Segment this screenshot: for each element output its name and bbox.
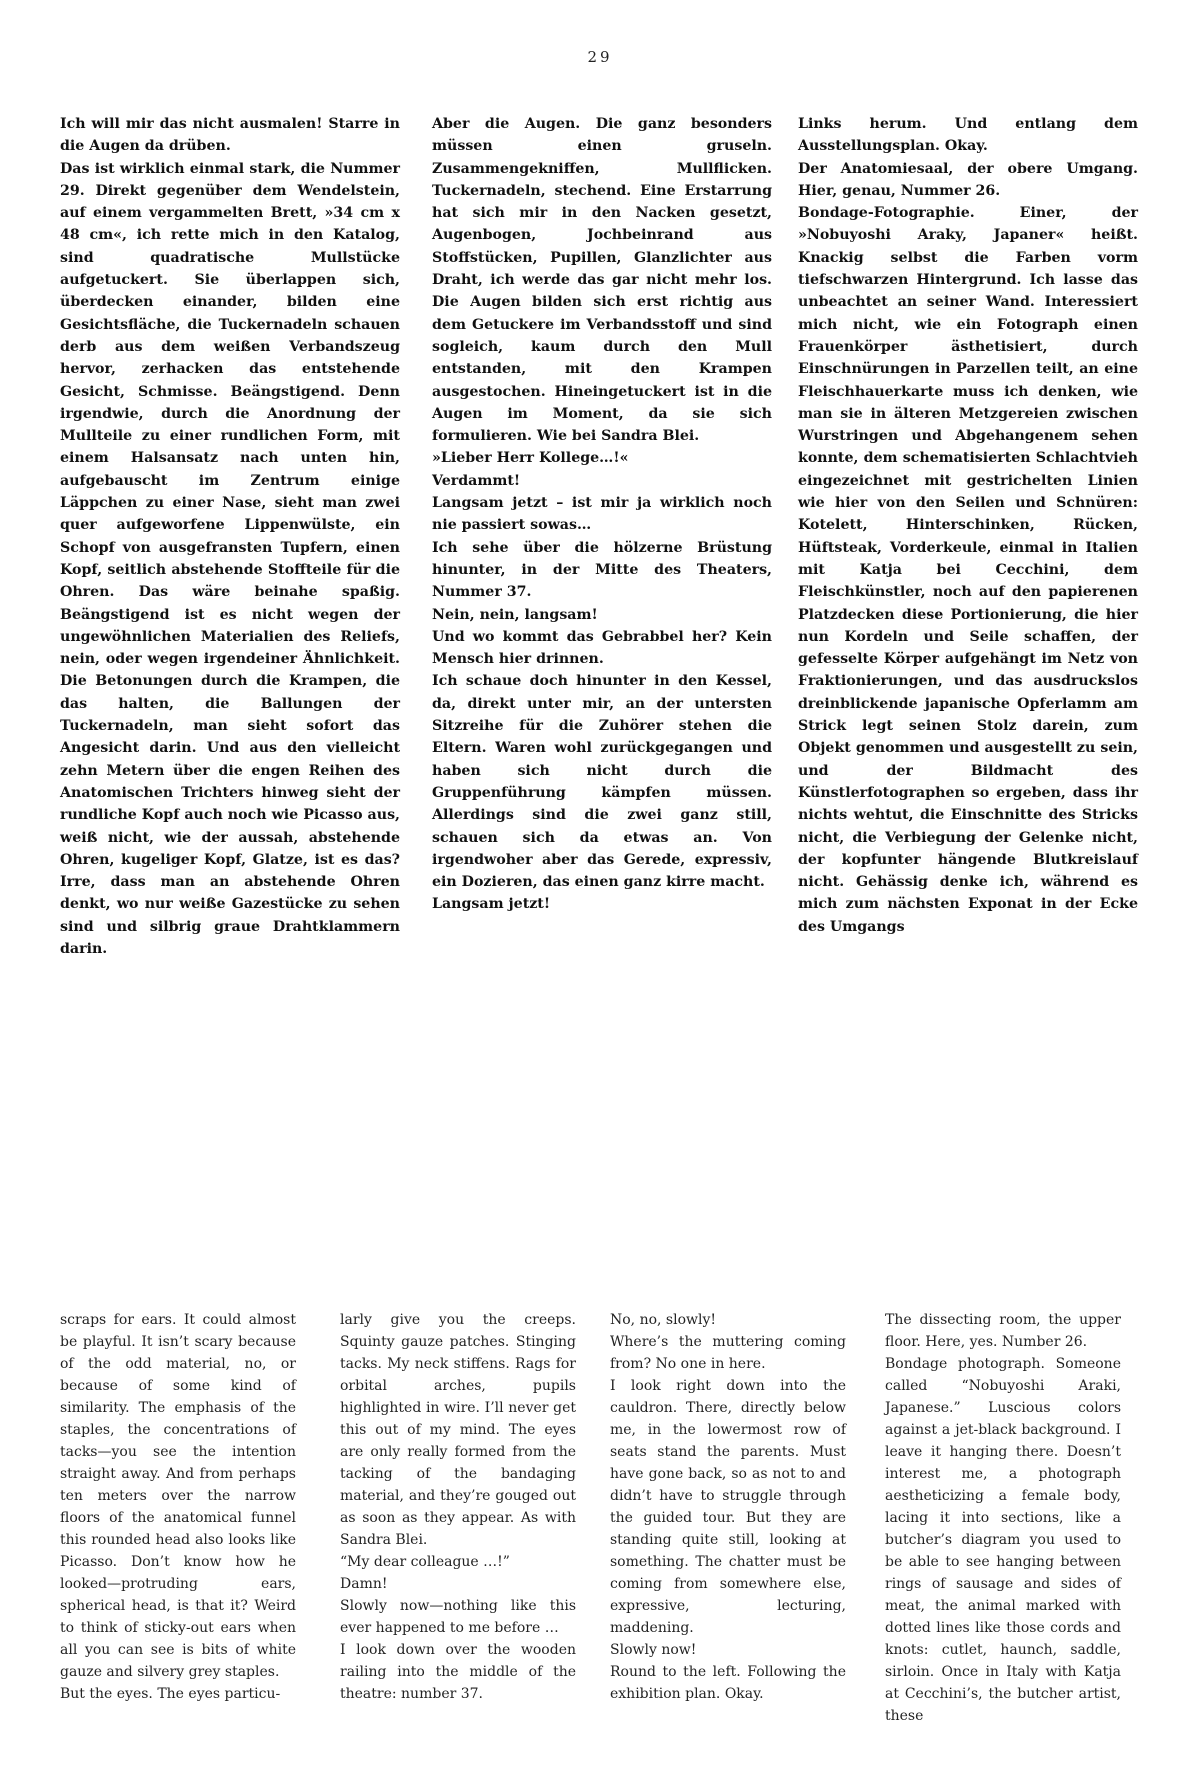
german-paragraph: Der Anatomiesaal, der obere Umgang. Hier, genau, Nummer 26. (798, 160, 1138, 199)
german-paragraph: Ich schaue doch hinunter in den Kessel, da, direkt unter mir, an der untersten Sitzreihe für die Zuhörer stehen die Eltern. Waren wohl zurückgegangen und haben sich nicht durch die Gruppenführung kämpfen müssen. Allerdings sind die zwei ganz still, schauen sich da etwas an. Von irgendwoher aber das Gerede, expressiv, ein Dozieren, das einen ganz kirre macht. (432, 673, 772, 891)
english-paragraph: larly give you the creeps. Squinty gauze patches. Stinging tacks. My neck stiffens. Rags for orbital arches, pupils highlighted in wire. I’ll never get this out of my mind. The eyes are only really formed from the tacking of the bandaging material, and they’re gouged out as soon as they appear. As with Sandra Blei. (340, 1312, 576, 1548)
english-paragraph: Damn! (340, 1576, 388, 1592)
german-paragraph: Und wo kommt das Gebrabbel her? Kein Mensch hier drinnen. (432, 628, 772, 668)
german-paragraph: Aber die Augen. Die ganz besonders müssen einen gruseln. Zusammengekniffen, Mullflicken. Tuckernadeln, stechend. Eine Erstarrung hat sich mir in den Nacken gesetzt, Augenbogen, Jochbeinrand aus Stoffstücken, Pupillen, Glanzlichter aus Draht, ich werde das gar nicht mehr los. Die Augen bilden sich erst richtig aus dem Getuckere im Verbandsstoff und sind sogleich, kaum durch den Mull entstanden, mit den Krampen ausgestochen. Hineingetuckert ist in die Augen im Moment, da sie sich formulieren. Wie bei Sandra Blei. (432, 116, 772, 445)
english-paragraph: I look right down into the cauldron. There, directly below me, in the lowermost row of seats stand the parents. Must have gone back, so as not to and didn’t have to struggle through the guided tour. But they are standing quite still, looking at something. The chatter must be coming from somewhere else, expressive, lecturing, maddening. (610, 1378, 846, 1636)
english-column-1 (60, 1309, 296, 1705)
german-paragraph: Langsam jetzt! (432, 896, 551, 913)
english-paragraph: scraps for ears. It could almost be playful. It isn’t scary because of the odd material, no, or because of some kind of similarity. The emphasis of the staples, the concentrations of tacks—you see the intention straight away. And from perhaps ten meters over the narrow floors of the anatomical funnel this rounded head also looks like Picasso. Don’t know how he looked—protruding ears, spherical head, is that it? Weird to think of sticky-out ears when all you can see is bits of white gauze and silvery grey staples. (60, 1312, 296, 1680)
german-column-3 (798, 113, 1138, 938)
english-paragraph: No, no, slowly! (610, 1312, 717, 1328)
english-paragraph: I look down over the wooden railing into the middle of the theatre: number 37. (340, 1642, 576, 1702)
german-paragraph: Ich sehe über die hölzerne Brüstung hinunter, in der Mitte des Theaters, Nummer 37. (432, 539, 772, 601)
english-paragraph: Where’s the muttering coming from? No one in here. (610, 1334, 846, 1372)
english-paragraph: “My dear colleague …!” (340, 1554, 510, 1570)
german-paragraph: Das ist wirklich einmal stark, die Nummer 29. Direkt gegenüber dem Wendelstein, auf einem vergammelten Brett, »34 cm x 48 cm«, ich rette mich in den Katalog, sind quadratische Mullstücke aufgetuckert. Sie überlappen sich, überdecken einander, bilden eine Gesichtsfläche, die Tuckernadeln schauen derb aus dem weißen Verbandszeug hervor, zerhacken das entstehende Gesicht, Schmisse. Beängstigend. Denn irgendwie, durch die Anordnung der Mullteile zu einer rundlichen Form, mit einem Halsansatz nach unten hin, aufgebauscht im Zentrum einige Läppchen zu einer Nase, sieht man zwei quer aufgeworfene Lippenwülste, ein Schopf von ausgefransten Tupfern, einen Kopf, seitlich abstehende Stoffteile für die Ohren. Das wäre beinahe spaßig. Beängstigend ist es nicht wegen der ungewöhnlichen Materialien des Reliefs, nein, oder wegen irgendeiner Ähnlichkeit. Die Betonungen durch die Krampen, die das halten, die Ballungen der Tuckernadeln, man sieht sofort das Angesicht darin. Und aus den vielleicht zehn Metern über die engen Reihen des Anatomischen Trichters hinweg sieht der rundliche Kopf auch noch wie Picasso aus, weiß nicht, wie der aussah, abstehende Ohren, kugeliger Kopf, Glatze, ist es das? Irre, dass man an abstehende Ohren denkt, wo nur weiße Gazestücke zu sehen sind und silbrig graue Drahtklammern darin. (60, 160, 400, 957)
english-paragraph: Slowly now! (610, 1642, 697, 1658)
english-column-2 (340, 1309, 576, 1705)
english-column-4 (885, 1309, 1121, 1727)
german-paragraph: Verdammt! (432, 472, 521, 489)
german-paragraph: »Lieber Herr Kollege…!« (432, 450, 629, 467)
german-paragraph: Nein, nein, langsam! (432, 606, 598, 623)
english-column-3 (610, 1309, 846, 1705)
page-number: 29 (587, 48, 613, 66)
german-column-2 (432, 113, 772, 916)
german-paragraph: Ich will mir das nicht ausmalen! Starre in die Augen da drüben. (60, 116, 400, 155)
german-paragraph: Links herum. Und entlang dem Ausstellungsplan. Okay. (798, 116, 1138, 155)
english-paragraph: The dissecting room, the upper floor. Here, yes. Number 26. (885, 1312, 1121, 1350)
english-paragraph: But the eyes. The eyes particu- (60, 1686, 281, 1702)
english-paragraph: Slowly now—nothing like this ever happened to me before … (340, 1598, 576, 1636)
german-paragraph: Bondage-Fotographie. Einer, der »Nobuyoshi Araky, Japaner« heißt. Knackig selbst die Farben vorm tiefschwarzen Hintergrund. Ich lasse das unbeachtet an seiner Wand. Interessiert mich nicht, wie ein Fotograph einen Frauenkörper ästhetisiert, durch Einschnürungen in Parzellen teilt, an eine Fleischhauerkarte muss ich denken, wie man sie in älteren Metzgereien zwischen Wurstringen und Abgehangenem sehen konnte, dem schematisierten Schlachtvieh eingezeichnet mit gestrichelten Linien wie hier von den Seilen und Schnüren: Kotelett, Hinterschinken, Rücken, Hüftsteak, Vorderkeule, einmal in Italien mit Katja bei Cecchini, dem Fleischkünstler, noch auf den papierenen Platzdecken diese Portionierung, die hier nun Kordeln und Seile schaffen, der gefesselte Körper aufgehängt im Netz von Fraktionierungen, und das ausdruckslos dreinblickende japanische Opferlamm am Strick legt seinen Stolz darein, zum Objekt genommen und ausgestellt zu sein, und der Bildmacht des Künstlerfotographen so ergeben, dass ihr nichts wehtut, die Einschnitte des Stricks nicht, die Verbiegung der Gelenke nicht, der kopfunter hängende Blutkreislauf nicht. Gehässig denke ich, während es mich zum nächsten Exponat in der Ecke des Umgangs (798, 205, 1138, 935)
english-paragraph: Bondage photograph. Someone called “Nobuyoshi Araki, Japanese.” Luscious colors against a jet-black background. I leave it hanging there. Doesn’t interest me, a photograph aestheticizing a female body, lacing it into sections, like a butcher’s diagram you used to be able to see hanging between rings of sausage and sides of meat, the animal marked with dotted lines like those cords and knots: cutlet, haunch, saddle, sirloin. Once in Italy with Katja at Cecchini’s, the butcher artist, these (885, 1356, 1121, 1724)
english-paragraph: Round to the left. Following the exhibition plan. Okay. (610, 1664, 846, 1702)
german-paragraph: Langsam jetzt – ist mir ja wirklich noch nie passiert sowas… (432, 495, 772, 534)
german-column-1 (60, 113, 400, 960)
